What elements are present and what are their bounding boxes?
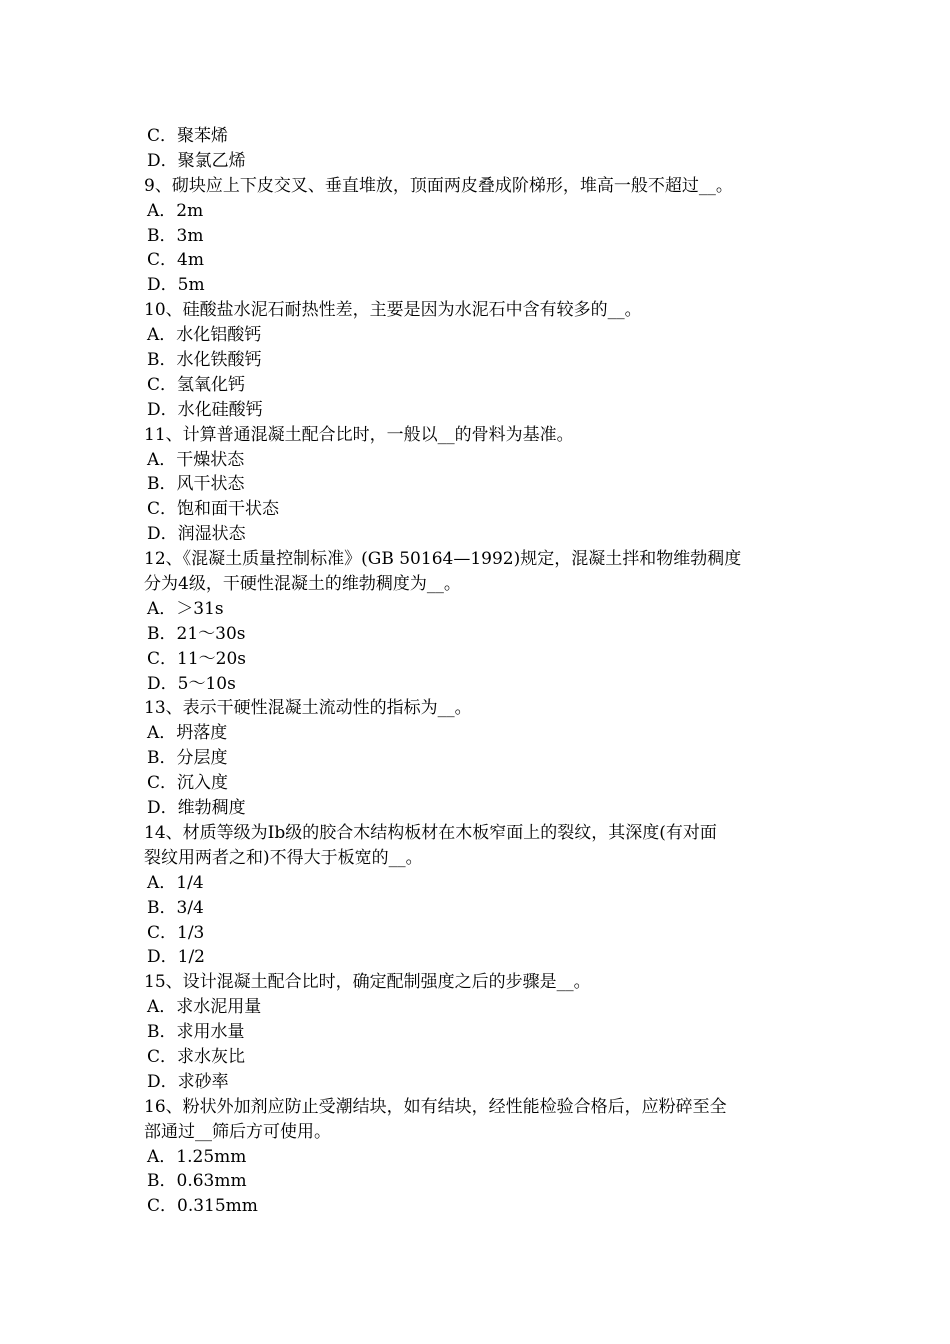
option-text: 3m bbox=[176, 225, 204, 246]
option-text: 21～30s bbox=[176, 623, 246, 644]
option-line bbox=[144, 373, 814, 398]
option-text: 润湿状态 bbox=[177, 524, 246, 545]
option-letter: C． bbox=[147, 250, 178, 271]
option-letter: B． bbox=[147, 1171, 177, 1192]
option-line bbox=[144, 1020, 814, 1045]
option-line bbox=[144, 995, 814, 1020]
option-text: 沉入度 bbox=[177, 773, 229, 794]
option-line bbox=[144, 945, 814, 970]
option-letter: D． bbox=[147, 150, 178, 171]
option-text: 分层度 bbox=[176, 748, 228, 769]
question-stem: 11、计算普通混凝土配合比时，一般以__的骨料为基准。 bbox=[144, 424, 574, 445]
option-text: 风干状态 bbox=[176, 474, 245, 495]
option-letter: D． bbox=[147, 947, 178, 968]
option-line bbox=[144, 672, 814, 697]
option-letter: D． bbox=[147, 524, 178, 545]
option-letter: C． bbox=[147, 773, 178, 794]
option-text: 1/2 bbox=[177, 947, 205, 968]
option-text: 水化硅酸钙 bbox=[177, 399, 263, 420]
option-line bbox=[144, 647, 814, 672]
option-text: 聚氯乙烯 bbox=[177, 150, 246, 171]
option-text: 0.315mm bbox=[177, 1196, 258, 1217]
option-letter: D． bbox=[147, 1071, 178, 1092]
option-text: 11～20s bbox=[177, 648, 247, 669]
option-text: 求水泥用量 bbox=[176, 997, 262, 1018]
option-text: 求砂率 bbox=[177, 1071, 229, 1092]
option-text: 氢氧化钙 bbox=[177, 374, 246, 395]
option-letter: A． bbox=[147, 449, 177, 470]
option-letter: B． bbox=[147, 350, 177, 371]
option-text: 4m bbox=[177, 250, 204, 271]
option-line bbox=[144, 348, 814, 373]
question-stem: 15、设计混凝土配合比时，确定配制强度之后的步骤是__。 bbox=[144, 972, 591, 993]
option-letter: B． bbox=[147, 623, 177, 644]
option-letter: A． bbox=[147, 997, 177, 1018]
question-stem-continued: 裂纹用两者之和)不得大于板宽的__。 bbox=[144, 847, 423, 868]
option-line bbox=[144, 522, 814, 547]
option-letter: B． bbox=[147, 474, 177, 495]
option-line bbox=[144, 472, 814, 497]
option-line bbox=[144, 248, 814, 273]
question-stem: 9、砌块应上下皮交叉、垂直堆放，顶面两皮叠成阶梯形，堆高一般不超过__。 bbox=[144, 175, 733, 196]
option-text: 5m bbox=[177, 275, 205, 296]
option-text: 水化铁酸钙 bbox=[176, 350, 262, 371]
option-line bbox=[144, 1045, 814, 1070]
option-line bbox=[144, 921, 814, 946]
option-letter: A． bbox=[147, 723, 177, 744]
option-text: 求用水量 bbox=[176, 1022, 245, 1043]
option-line bbox=[144, 896, 814, 921]
option-text: 1/4 bbox=[176, 872, 204, 893]
option-line bbox=[144, 448, 814, 473]
option-letter: C． bbox=[147, 499, 178, 520]
option-line bbox=[144, 1145, 814, 1170]
option-letter: C． bbox=[147, 1046, 178, 1067]
option-letter: D． bbox=[147, 673, 178, 694]
option-text: 维勃稠度 bbox=[177, 798, 246, 819]
question-stem: 14、材质等级为Ⅰb级的胶合木结构板材在木板窄面上的裂纹，其深度(有对面 bbox=[144, 822, 717, 843]
option-letter: A． bbox=[147, 872, 177, 893]
option-line bbox=[144, 273, 814, 298]
option-line bbox=[144, 149, 814, 174]
option-line bbox=[144, 871, 814, 896]
option-line bbox=[144, 1070, 814, 1095]
option-letter: B． bbox=[147, 225, 177, 246]
option-text: 1.25mm bbox=[176, 1146, 247, 1167]
option-letter: B． bbox=[147, 748, 177, 769]
option-text: 干燥状态 bbox=[176, 449, 245, 470]
question-list bbox=[144, 124, 814, 1219]
question-stem-continued: 部通过__筛后方可使用。 bbox=[144, 1121, 331, 1142]
option-line bbox=[144, 224, 814, 249]
option-letter: C． bbox=[147, 1196, 178, 1217]
option-line bbox=[144, 124, 814, 149]
option-line bbox=[144, 721, 814, 746]
option-text: 0.63mm bbox=[176, 1171, 247, 1192]
option-line bbox=[144, 597, 814, 622]
option-line bbox=[144, 497, 814, 522]
option-text: 3/4 bbox=[176, 897, 204, 918]
option-text: 求水灰比 bbox=[177, 1046, 246, 1067]
option-line bbox=[144, 1169, 814, 1194]
option-line bbox=[144, 622, 814, 647]
question-stem: 10、硅酸盐水泥石耐热性差，主要是因为水泥石中含有较多的__。 bbox=[144, 300, 642, 321]
option-letter: B． bbox=[147, 1022, 177, 1043]
option-line bbox=[144, 199, 814, 224]
option-letter: A． bbox=[147, 325, 177, 346]
option-text: 坍落度 bbox=[176, 723, 228, 744]
option-line bbox=[144, 771, 814, 796]
option-letter: C． bbox=[147, 922, 178, 943]
option-letter: D． bbox=[147, 798, 178, 819]
option-line bbox=[144, 796, 814, 821]
option-text: 2m bbox=[176, 200, 204, 221]
option-text: 聚苯烯 bbox=[177, 126, 229, 146]
option-text: 1/3 bbox=[177, 922, 205, 943]
option-letter: A． bbox=[147, 1146, 177, 1167]
option-letter: D． bbox=[147, 399, 178, 420]
option-line bbox=[144, 746, 814, 771]
option-text: ＞31s bbox=[176, 598, 224, 619]
option-letter: C． bbox=[147, 126, 178, 146]
option-line bbox=[144, 323, 814, 348]
option-text: 水化铝酸钙 bbox=[176, 325, 262, 346]
option-letter: C． bbox=[147, 374, 178, 395]
question-stem: 12、《混凝土质量控制标准》(GB 50164—1992)规定，混凝土拌和物维勃稠度 bbox=[144, 549, 742, 570]
option-letter: A． bbox=[147, 598, 177, 619]
question-stem: 13、表示干硬性混凝土流动性的指标为__。 bbox=[144, 698, 472, 719]
option-text: 饱和面干状态 bbox=[177, 499, 280, 520]
option-letter: C． bbox=[147, 648, 178, 669]
question-stem: 16、粉状外加剂应防止受潮结块，如有结块，经性能检验合格后，应粉碎至全 bbox=[144, 1096, 727, 1117]
question-stem-continued: 分为4级，干硬性混凝土的维勃稠度为__。 bbox=[144, 574, 461, 595]
option-letter: B． bbox=[147, 897, 177, 918]
option-letter: A． bbox=[147, 200, 177, 221]
option-letter: D． bbox=[147, 275, 178, 296]
option-text: 5～10s bbox=[177, 673, 236, 694]
option-line bbox=[144, 1194, 814, 1219]
option-line bbox=[144, 398, 814, 423]
